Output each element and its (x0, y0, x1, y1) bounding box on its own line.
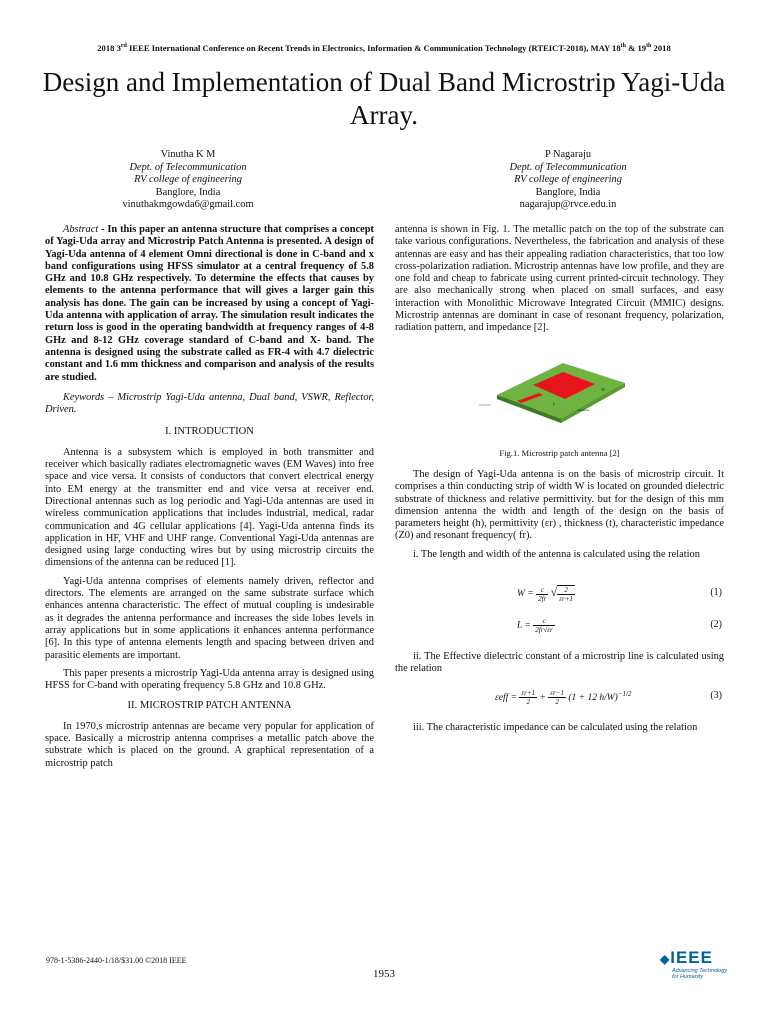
intro-paragraph-1: Antenna is a subsystem which is employed in both transmitter and receiver which basically radiates electromagnetic waves (EM Waves) into free space and vice versa. It consists of conductors that convert electrical energy into EM energy at the transmitter end and vice versa at receiver end. Directional antennas such as log periodic and Yagi-Uda antennas are used in wireless communication applications that includes industrial, medical, radar communication and 4G cellular applications [4]. Yagi-Uda antenna finds its application in HF, VHF and UHF range. Conventional Yagi-Uda antennas are designed using large conducting wires but by using microstrip circuits the dimensions of the antenna can be reduced [1]. (45, 446, 374, 569)
paper-title: Design and Implementation of Dual Band Microstrip Yagi-Uda Array. (42, 67, 726, 130)
ieee-logo: ◆IEEE Advancing Technology for Humanity (660, 948, 728, 980)
author-name: P Nagaraju (544, 149, 592, 160)
author-email: vinuthakmgowda6@gmail.com (122, 199, 254, 211)
microstrip-paragraph-1: In 1970,s microstrip antennas are became very popular for application of space. Basically a microstrip antenna comprises a metallic patch above the substrate which is placed on the ground. A graphical representation of a microstrip patch (45, 720, 374, 769)
intro-paragraph-2: Yagi-Uda antenna comprises of elements namely driven, reflector and directors. The elements are arranged on the same substrate surface which enhances antenna characteristic. The effect of mutual coupling is undesirable as it degrades the antenna performance and increases the side lobes levels in array applications but in some applications it enhances antenna performance [6]. In this type of antenna elements length and spacing between driven and parasitic elements are important. (45, 575, 374, 661)
right-paragraph-2: The design of Yagi-Uda antenna is on the basis of microstrip circuit. It comprises a thin conducting strip of width W is located on grounded dielectric substrate of thickness and relative permittivity. but for the design of this mm dimension antenna the width and length of the design on the basis of parameters height (h), permittivity (εr) , thickness (t), characteristic impedance (Z0) and resonant frequency( fr). (395, 468, 724, 542)
author-dept: Dept. of Telecommunication (129, 161, 247, 173)
label-w: W (601, 386, 605, 392)
author-city: Banglore, India (155, 186, 221, 198)
section-heading-microstrip: II. MICROSTRIP PATCH ANTENNA (127, 700, 292, 712)
isbn-footer: 978-1-5386-2440-1/18/$31.00 ©2018 IEEE (46, 956, 187, 965)
left-column (45, 224, 374, 776)
label-l: L (553, 400, 556, 406)
equation-1: W = $\frac{c}{2fr}$ √ $\frac{2}{\varepsilon r+1}$ (1) (517, 585, 722, 604)
ieee-diamond-icon: ◆ (660, 952, 671, 966)
right-column (395, 224, 724, 742)
author-email: nagarajup@rvce.edu.in (519, 199, 617, 211)
equation-2: L = $\frac{c}{2fr√\varepsilon r}$ (2) (517, 617, 722, 635)
figure-1 (395, 347, 724, 439)
author-name: Vinutha K M (160, 149, 216, 160)
author-college: RV college of engineering (134, 174, 242, 186)
author-college: RV college of engineering (514, 174, 622, 186)
section-heading-introduction: I. INTRODUCTION (165, 426, 254, 438)
abstract: Abstract - In this paper an antenna structure that comprises a concept of Yagi-Uda array and Microstrip Patch Antenna is presented. A design of Yagi-Uda antenna of 4 element Omni directional is done in C-band and x band configurations using HFSS simulator at a central frequency of 5.8 GHz and 10.8 GHz respectively. To determine the effects that causes by elements to the antenna performance that will gives a larger gain this analysis has done. The gain can be increased by using a concept of Yagi-Uda antenna with application of array. The simulation result indicates the return loss is good in the operating bandwidth at frequency ranges of 4-8 GHz and 8-12 GHz coverage standard of C-band and X- band. The antenna is designed using the substrate called as FR-4 with 4.7 dielectric constant and 1.6 mm thickness and comparison and analysis of the results are studied. (45, 224, 374, 383)
author-city: Banglore, India (535, 186, 601, 198)
author-block-2 (448, 149, 688, 212)
keywords: Keywords – Microstrip Yagi-Uda antenna, Dual band, VSWR, Reflector, Driven. (45, 391, 374, 416)
author-dept: Dept. of Telecommunication (509, 161, 627, 173)
item-ii: ii. The Effective dielectric constant of a microstrip line is calculated using the relation (395, 651, 724, 675)
right-paragraph-1: antenna is shown in Fig. 1. The metallic patch on the top of the substrate can take various configurations. Nevertheless, the fabrication and analysis of these antennas are easy and has their appealing radiation characteristics, that too low cross-polarization radiation. Microstrip antennas have low profile, and they are one fold and cheap to fabricate using current printed-circuit technology. They are also mechanically strong when placed on small surfaces, and easy interaction with Monolithic Microwave Integrated Circuit (MMIC) designs. Microstrip antennas are dominant in case of resonant frequency, polarization, radiation pattern, and impedance [2]. (395, 224, 724, 334)
label-substrate: substrate (577, 407, 590, 412)
figure-caption: Fig.1. Microstrip patch antenna [2] (499, 447, 620, 458)
page-number: 1953 (373, 968, 395, 980)
author-block-1 (68, 149, 308, 212)
item-iii: iii. The characteristic impedance can be calculated using the relation (413, 721, 698, 733)
patch-antenna-figure (477, 347, 627, 433)
item-i: i. The length and width of the antenna is calculated using the relation (413, 548, 700, 560)
conference-header: 2018 3rd IEEE International Conference on Recent Trends in Electronics, Information & Communication Technology (RTEICT-2018), MAY 18th & 19th 2018 (97, 43, 671, 53)
equation-3: εeff = $\frac{\varepsilon r+1}{2}$ + $\frac{\varepsilon r-1}{2}$ (1 + 12 h/W)$^{-1/2}$ (3) (495, 689, 722, 707)
intro-paragraph-3: This paper presents a microstrip Yagi-Uda antenna array is designed using HFSS for C-band with operating frequency 5.8 GHz and 10.8 GHz. (45, 667, 374, 692)
